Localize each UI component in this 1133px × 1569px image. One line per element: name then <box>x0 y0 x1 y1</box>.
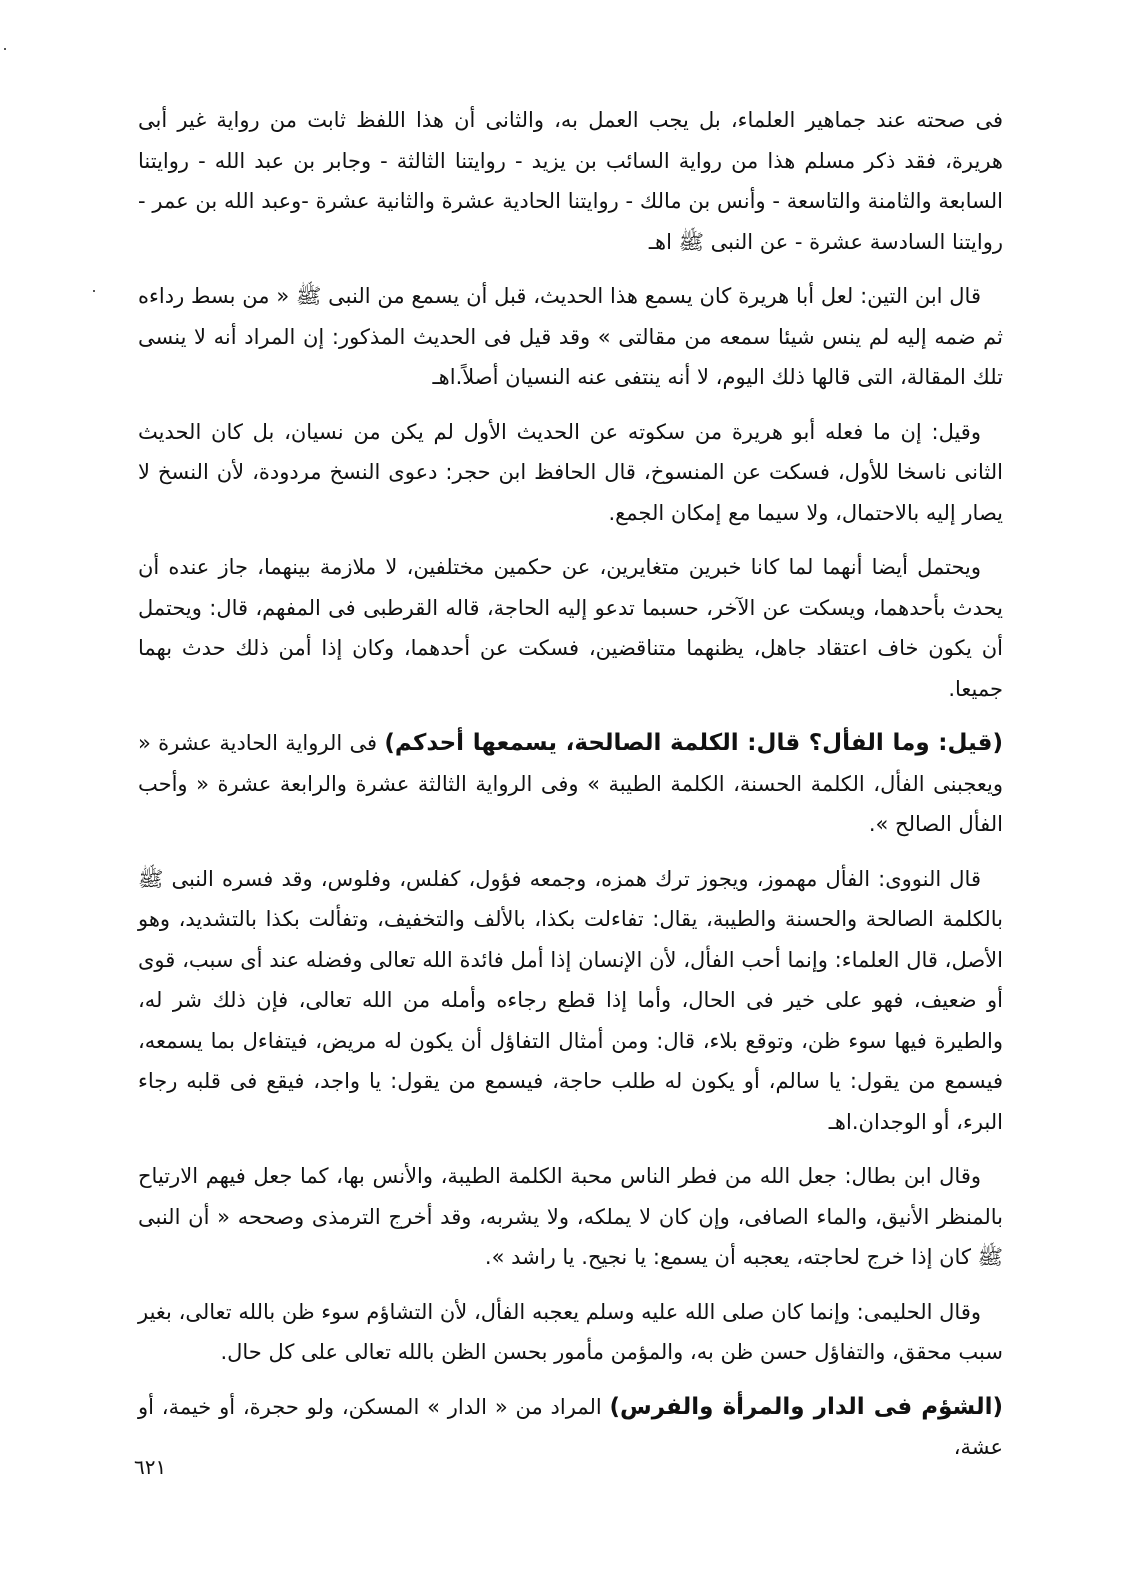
section-heading-shum: (الشؤم فى الدار والمرأة والفرس) <box>609 1393 1003 1420</box>
paragraph-ibn-battal <box>138 1156 1003 1278</box>
paragraph-hadith-authenticity <box>138 100 1003 262</box>
page-body <box>138 100 1003 1482</box>
paragraph-text: وقيل: إن ما فعله أبو هريرة من سكوته عن الحديث الأول لم يكن من نسيان، بل كان الحديث الثانى ناسخا للأول، فسكت عن المنسوخ، قال الحافظ ابن حجر: دعوى النسخ مردودة، لأن النسخ لا يصار إليه بالاحتمال، ولا سيما مع إمكان الجمع. <box>138 419 1003 525</box>
paragraph-text: قال ابن التين: لعل أبا هريرة كان يسمع هذا الحديث، قبل أن يسمع من النبى ﷺ « من بسط رداءه ثم ضمه إليه لم ينس شيئا سمعه من مقالتى » وقد قيل فى الحديث المذكور: إن المراد أنه لا ينسى تلك المقالة، التى قالها ذلك اليوم، لا أنه ينتفى عنه النسيان أصلاً.اهـ <box>138 284 1003 389</box>
paragraph-abrogation <box>138 412 1003 534</box>
paragraph-text: قال النووى: الفأل مهموز، ويجوز ترك همزه، وجمعه فؤول، كفلس، وفلوس، وقد فسره النبى ﷺ بالكلمة الصالحة والحسنة والطيبة، يقال: تفاءلت بكذا، بالألف والتخفيف، وتفألت بكذا بالتشديد، وهو الأصل، قال العلماء: وإنما أحب الفأل، لأن الإنسان إذا أمل فائدة الله تعالى وفضله عند أى سبب، قوى أو ضعيف، فهو على خير فى الحال، وأما إذا قطع رجاءه وأمله من الله تعالى، فإن ذلك شر له، والطيرة فيها سوء ظن، وتوقع بلاء، قال: ومن أمثال التفاؤل أن يكون له مريض، فيتفاءل بما يسمعه، فيسمع من يقول: يا سالم، أو يكون له طلب حاجة، فيسمع من يقول: يا واجد، فيقع فى قلبه رجاء البرء، أو الوجدان.اهـ <box>138 866 1003 1134</box>
paragraph-fal-definition <box>138 723 1003 845</box>
scan-speck <box>4 48 6 50</box>
paragraph-text: فى الرواية الحادية عشرة « ويعجبنى الفأل، الكلمة الحسنة، الكلمة الطيبة » وفى الرواية الثالثة عشرة والرابعة عشرة « وأحب الفأل الصالح ». <box>138 731 1003 836</box>
scan-speck <box>93 290 95 292</box>
paragraph-text: وقال ابن بطال: جعل الله من فطر الناس محبة الكلمة الطيبة، والأنس بها، كما جعل فيهم الارتياح بالمنظر الأنيق، والماء الصافى، وإن كان لا يملكه، ولا يشربه، وقد أخرج الترمذى وصححه « أن النبى ﷺ كان إذا خرج لحاجته، يعجبه أن يسمع: يا نجيح. يا راشد ». <box>138 1164 1003 1269</box>
paragraph-ibn-al-tin <box>138 276 1003 398</box>
paragraph-two-reports <box>138 547 1003 709</box>
paragraph-shum <box>138 1387 1003 1468</box>
paragraph-text: وقال الحليمى: وإنما كان صلى الله عليه وسلم يعجبه الفأل، لأن التشاؤم سوء ظن بالله تعالى، بغير سبب محقق، والتفاؤل حسن ظن به، والمؤمن مأمور بحسن الظن بالله تعالى على كل حال. <box>138 1299 1003 1364</box>
section-heading-fal: (قيل: وما الفأل؟ قال: الكلمة الصالحة، يسمعها أحدكم) <box>384 730 1003 756</box>
paragraph-nawawi <box>138 859 1003 1143</box>
paragraph-text: ويحتمل أيضا أنهما لما كانا خبرين متغايرين، عن حكمين مختلفين، لا ملازمة بينهما، جاز عنده أن يحدث بأحدهما، ويسكت عن الآخر، حسبما تدعو إليه الحاجة، قاله القرطبى فى المفهم، قال: ويحتمل أن يكون خاف اعتقاد جاهل، يظنهما متناقضين، فسكت عن أحدهما، وكان إذا أمن ذلك حدث بهما جميعا. <box>138 555 1003 701</box>
paragraph-halimi <box>138 1292 1003 1373</box>
paragraph-text: فى صحته عند جماهير العلماء، بل يجب العمل به، والثانى أن هذا اللفظ ثابت من رواية غير أبى هريرة، فقد ذكر مسلم هذا من رواية السائب بن يزيد - روايتنا الثالثة - وجابر بن عبد الله - روايتنا السابعة والثامنة والتاسعة - وأنس بن مالك - روايتنا الحادية عشرة والثانية عشرة -وعبد الله بن عمر - روايتنا السادسة عشرة - عن النبى ﷺ اهـ <box>138 108 1003 254</box>
page-number: ٦٢١ <box>134 1455 167 1479</box>
paragraph-text: المراد من « الدار » المسكن، ولو حجرة، أو خيمة، أو عشة، <box>138 1394 1003 1459</box>
